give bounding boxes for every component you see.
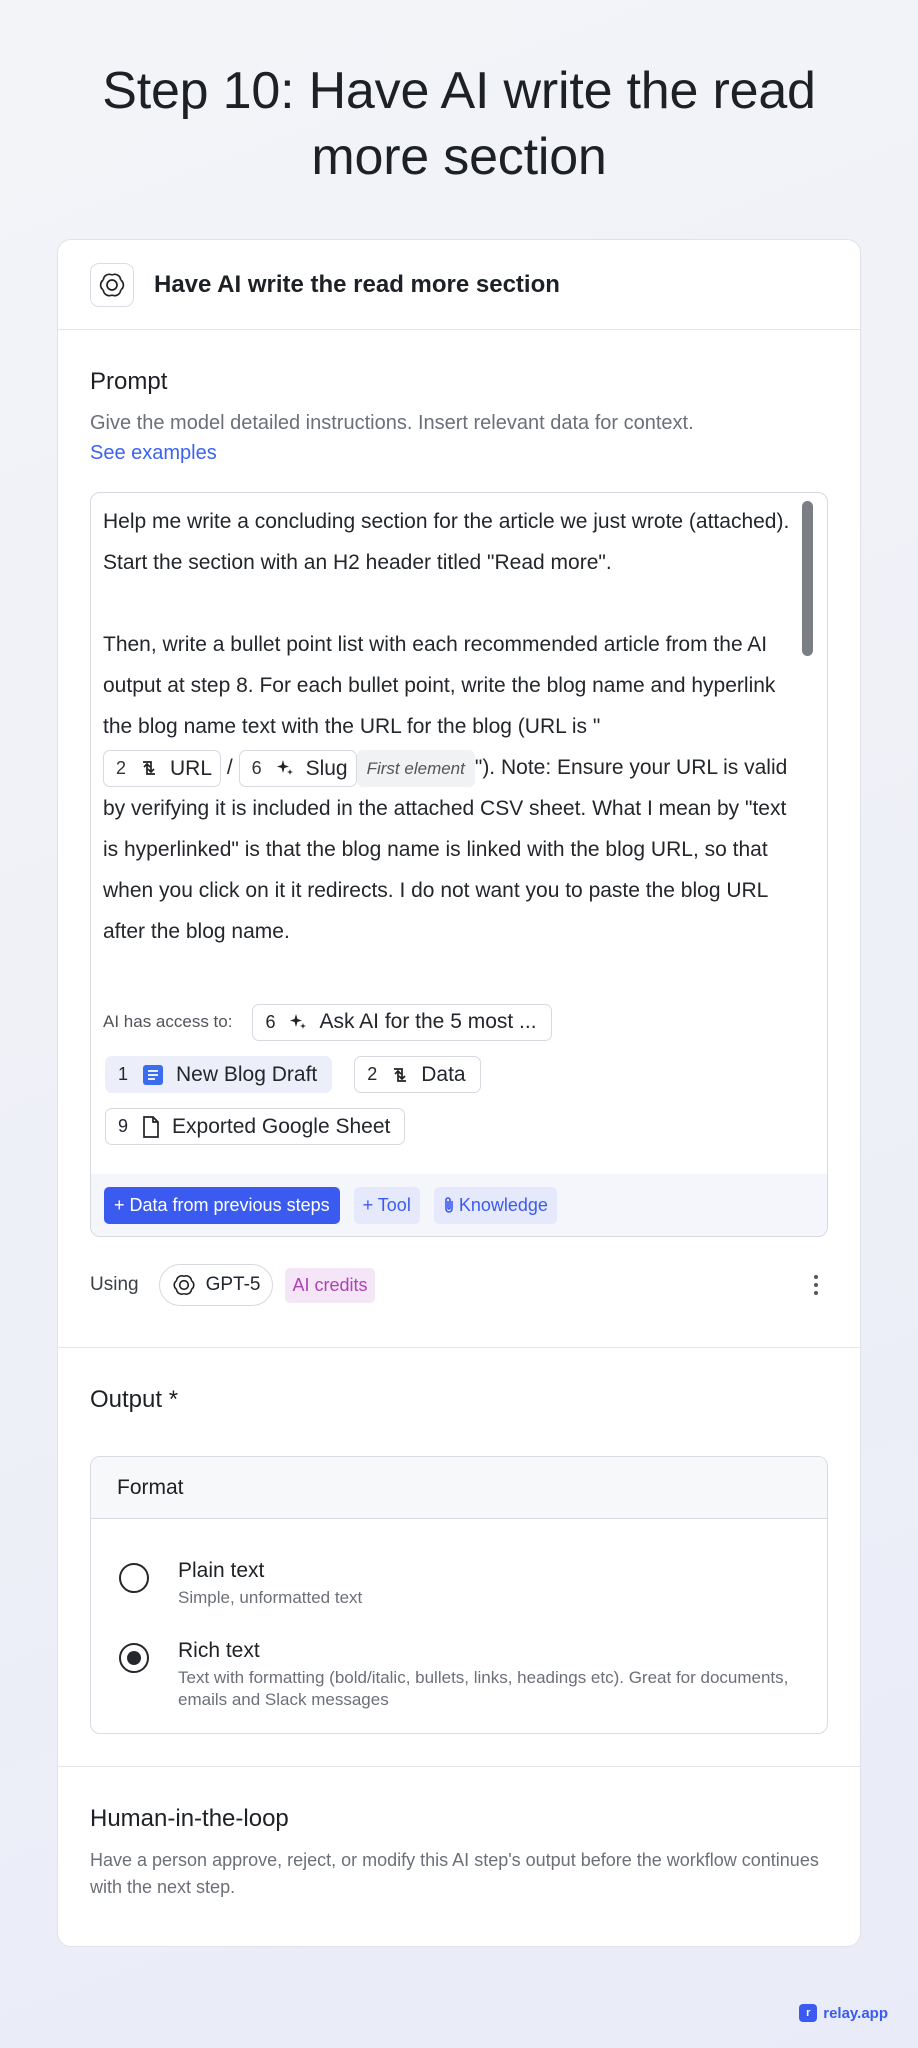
rich-text-title: Rich text — [178, 1639, 260, 1662]
format-option-rich-text[interactable] — [91, 1637, 827, 1711]
source-chip-blog-draft[interactable]: 1 New Blog Draft — [105, 1056, 332, 1093]
access-label: AI has access to: — [103, 1012, 233, 1031]
slash-separator: / — [226, 756, 233, 779]
ai-credits-badge: AI credits — [285, 1268, 374, 1303]
prompt-paragraph-1: Help me write a concluding section for the article we just wrote (attached). Start the section with an H2 header titled "Read more". — [103, 510, 790, 574]
plain-text-title: Plain text — [178, 1559, 265, 1582]
ai-access-area — [91, 1003, 827, 1145]
rich-text-radio[interactable] — [119, 1643, 149, 1673]
transform-icon — [391, 1065, 409, 1085]
prompt-label: Prompt — [90, 368, 168, 395]
relay-icon: r — [799, 2004, 817, 2022]
knowledge-button[interactable] — [434, 1187, 557, 1224]
using-label: Using — [90, 1274, 139, 1295]
prompt-toolbar — [91, 1174, 827, 1236]
brand-name: relay.app — [823, 2004, 888, 2022]
transform-icon — [140, 758, 158, 778]
model-selector[interactable] — [159, 1264, 274, 1306]
divider — [58, 1766, 860, 1767]
openai-icon — [172, 1273, 196, 1297]
card-title: Have AI write the read more section — [154, 270, 560, 298]
sparkle-icon — [276, 759, 294, 777]
prompt-paragraph-2-end: "). Note: Ensure your URL is valid by verifying it is included in the attached CSV sheet. What I mean by "text is hyperlinked" is that the blog name is linked with the blog URL, so that when you click on it it redirects. I do not want you to paste the blog URL after the blog name. — [103, 756, 788, 943]
output-label: Output * — [90, 1386, 179, 1413]
more-options-icon[interactable] — [814, 1275, 818, 1295]
doc-icon — [142, 1064, 164, 1086]
page-title: Step 10: Have AI write the read more section — [102, 62, 816, 186]
plain-text-radio[interactable] — [119, 1563, 149, 1593]
url-variable-chip[interactable]: 2 URL — [103, 750, 221, 787]
hitl-desc: Have a person approve, reject, or modify this AI step's output before the workflow continues with the next step. — [90, 1850, 819, 1897]
first-element-tag: First element — [357, 750, 475, 787]
add-tool-button[interactable]: + Tool — [354, 1187, 420, 1224]
openai-icon — [90, 263, 134, 307]
file-icon — [142, 1116, 160, 1138]
relay-logo — [799, 2004, 888, 2022]
card-header — [58, 240, 860, 330]
sparkle-icon — [289, 1013, 307, 1031]
slug-variable-chip[interactable]: 6 Slug — [239, 750, 357, 787]
format-option-plain-text[interactable] — [91, 1557, 827, 1609]
see-examples-link[interactable]: See examples — [90, 442, 217, 464]
paperclip-icon — [443, 1196, 455, 1214]
add-data-button[interactable]: + Data from previous steps — [104, 1187, 340, 1224]
prompt-paragraph-2-start: Then, write a bullet point list with each recommended article from the AI output at step 8. For each bullet point, write the blog name and hyperlink the blog name text with the URL for the blog (URL is " — [103, 633, 776, 738]
prompt-editor[interactable] — [90, 492, 828, 1237]
prompt-paragraph-2 — [103, 624, 791, 952]
model-name: GPT-5 — [205, 1274, 261, 1295]
format-box — [90, 1456, 828, 1734]
model-row — [90, 1263, 828, 1307]
divider — [58, 1347, 860, 1348]
plain-text-desc: Simple, unformatted text — [178, 1588, 363, 1607]
source-chip-data[interactable]: 2 Data — [354, 1056, 480, 1093]
knowledge-label: Knowledge — [458, 1194, 548, 1215]
prompt-paragraph-3 — [103, 993, 791, 1001]
prompt-text[interactable] — [103, 501, 791, 1001]
prompt-scrollbar[interactable] — [802, 501, 813, 656]
source-chip-google-sheet[interactable]: 9 Exported Google Sheet — [105, 1108, 405, 1145]
format-label: Format — [91, 1457, 827, 1519]
hitl-title: Human-in-the-loop — [90, 1805, 289, 1832]
rich-text-desc: Text with formatting (bold/italic, bullets, links, headings etc). Great for documents, emails and Slack messages — [178, 1668, 789, 1709]
step-card — [57, 239, 861, 1947]
source-chip-ask-ai[interactable]: 6 Ask AI for the 5 most ... — [252, 1004, 551, 1041]
prompt-hint: Give the model detailed instructions. Insert relevant data for context. — [90, 412, 694, 434]
